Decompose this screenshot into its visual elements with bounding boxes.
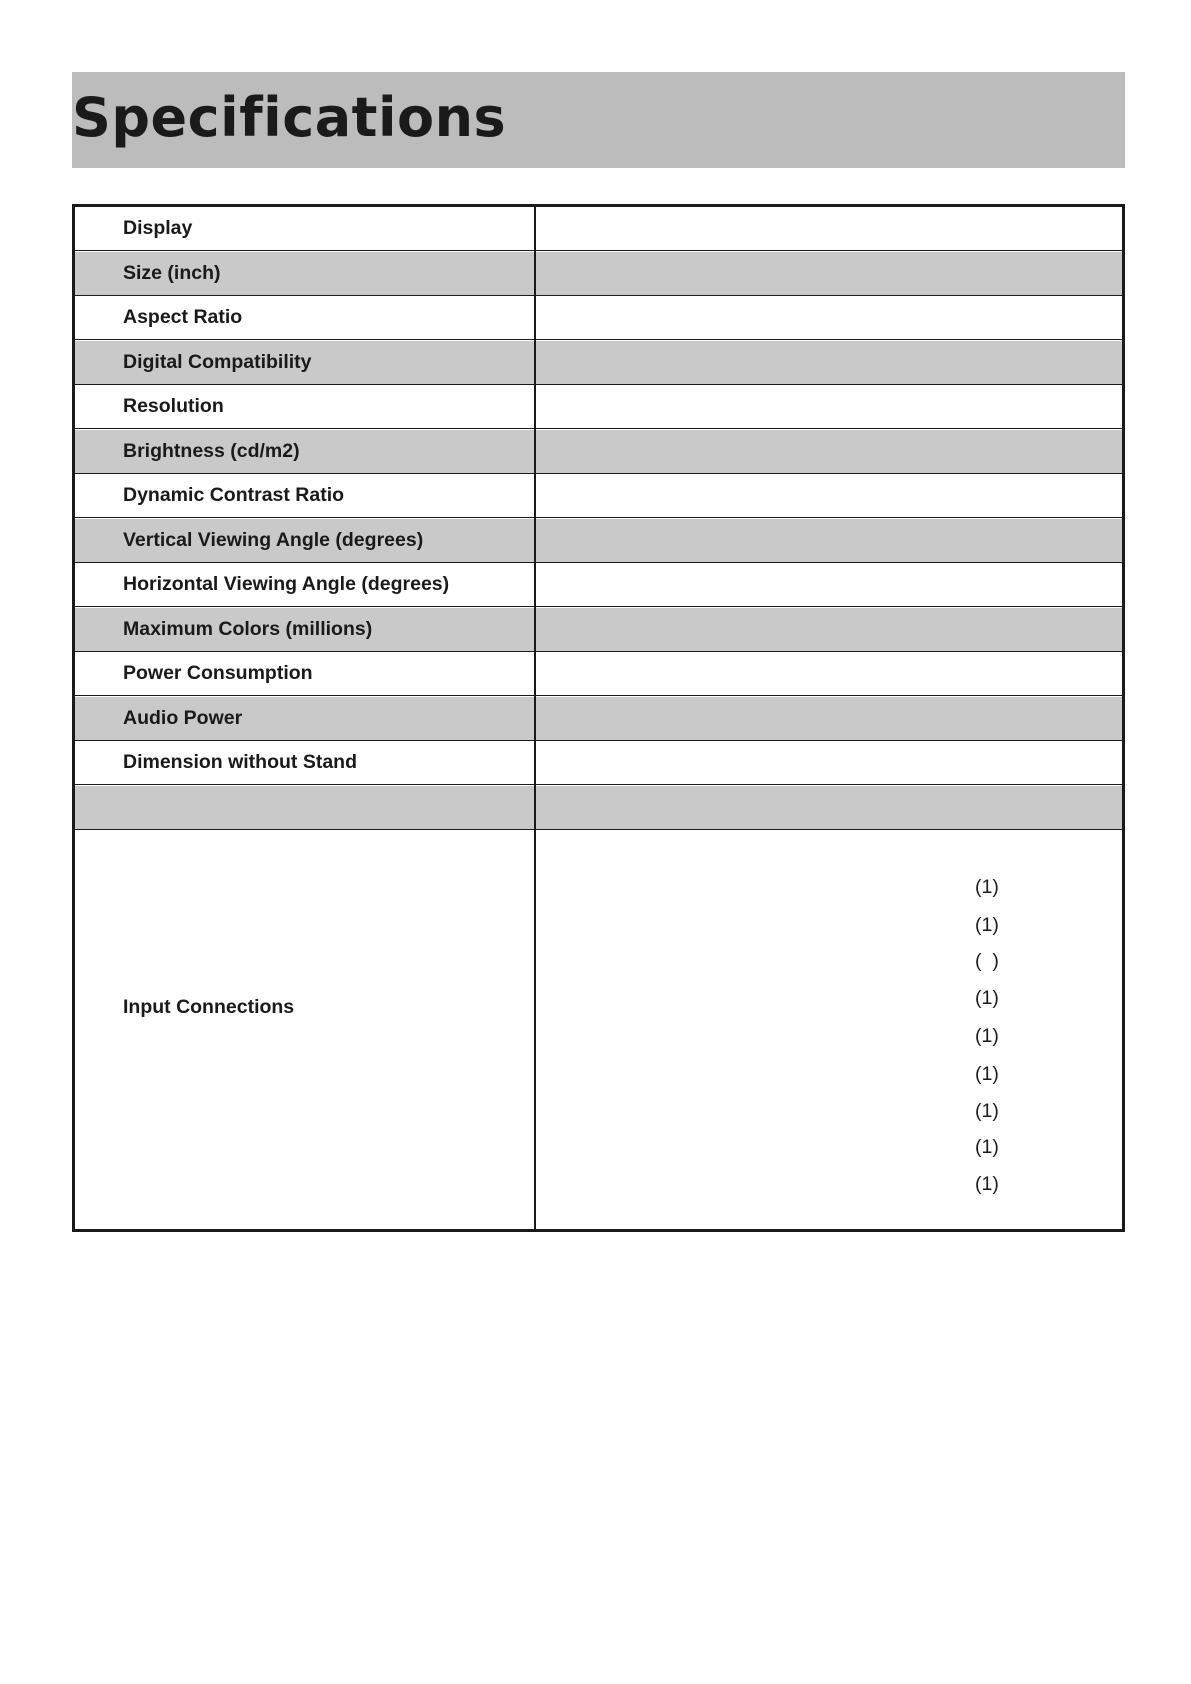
spec-label: Power Consumption <box>123 662 313 684</box>
spec-label: Brightness (cd/m2) <box>123 439 300 462</box>
input-connection-count: (1) <box>975 987 999 1009</box>
spec-label: Display <box>123 217 193 239</box>
input-connection-count: (1) <box>975 1173 999 1195</box>
spec-row-horizontal-viewing-angle <box>75 563 1122 607</box>
spec-row-vertical-viewing-angle <box>75 519 1122 563</box>
spec-row-maximum-colors <box>75 608 1122 652</box>
input-connections-label: Input Connections <box>123 996 295 1018</box>
spec-label: Horizontal Viewing Angle (degrees) <box>123 573 450 595</box>
page-title-bar <box>72 72 1125 168</box>
spec-label: Dynamic Contrast Ratio <box>123 484 345 506</box>
spec-label: Vertical Viewing Angle (degrees) <box>123 528 424 551</box>
spec-row-brightness <box>75 430 1122 474</box>
spec-label: Dimension without Stand <box>123 751 357 773</box>
spec-label: Maximum Colors (millions) <box>123 617 373 640</box>
spec-row-digital-compatibility <box>75 341 1122 385</box>
spec-label: Resolution <box>123 395 224 417</box>
input-connection-count: (1) <box>975 1025 999 1047</box>
specifications-table <box>72 204 1125 1232</box>
spec-row-dynamic-contrast-ratio <box>75 474 1122 518</box>
spec-row-dimension-without-stand <box>75 741 1122 785</box>
page-title: Specifications <box>72 86 507 149</box>
input-connection-count: (1) <box>975 1100 999 1122</box>
spec-label: Audio Power <box>123 706 243 729</box>
spec-row-display <box>75 207 1122 251</box>
spec-label: Digital Compatibility <box>123 350 312 373</box>
spec-row-resolution <box>75 385 1122 429</box>
input-connection-count: (1) <box>975 1136 999 1158</box>
input-connection-count: (1) <box>975 1063 999 1085</box>
spec-row-blank <box>75 786 1122 830</box>
input-connection-count: (1) <box>975 914 999 936</box>
column-divider <box>534 207 536 1229</box>
spec-label: Aspect Ratio <box>123 306 243 328</box>
input-connection-count: (1) <box>975 876 999 898</box>
spec-row-size <box>75 252 1122 296</box>
spec-row-audio-power <box>75 697 1122 741</box>
spec-label: Size (inch) <box>123 261 221 284</box>
spec-row-aspect-ratio <box>75 296 1122 340</box>
spec-row-power-consumption <box>75 652 1122 696</box>
input-connection-count: ( ) <box>975 950 999 972</box>
